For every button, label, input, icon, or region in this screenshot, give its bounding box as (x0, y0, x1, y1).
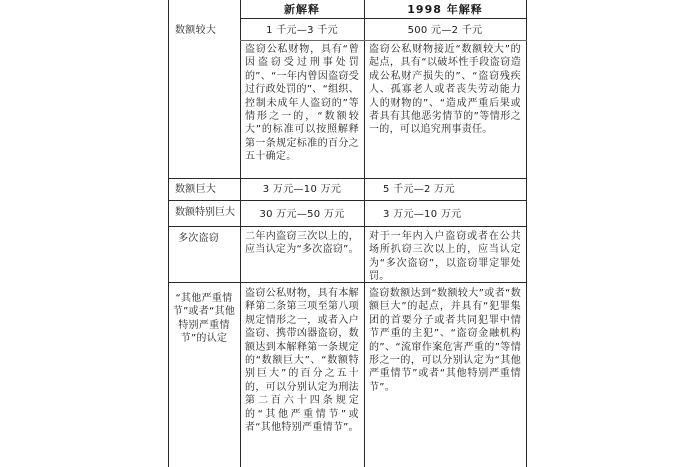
row-border-3 (168, 226, 527, 227)
new-note-large-amount: 盗窃公私财物，具有“曾因盗窃受过刑事处罚的”、“一年内曾因盗窃受过行政处罚的”、“组织、控制未成年人盗窃的”等情形之一的，“数额较大”的标准可以按照解释第一条规定标准的百分之五十确定。 (245, 44, 359, 163)
old-note-multiple-theft: 对于一年内入户盗窃或者在公共场所扒窃三次以上的，应当认定为“多次盗窃”，以盗窃罪定罪处罚。 (369, 231, 521, 283)
row-label-serious-circumstances: “其他严重情节”或者“其他特别严重情节”的认定 (172, 293, 236, 345)
row-label-multiple-theft: 多次盗窃 (178, 233, 220, 244)
col-border-center (364, 0, 365, 467)
new-note-serious-circumstances: 盗窃公私财物，具有本解释第二条第三项至第八项规定情形之一，或者入户盗窃、携带凶器盗窃，数额达到本解释第一条规定的“数额巨大”、“数额特别巨大”的百分之五十的，可以分别认定为刑法第二百六十四条规定的“其他严重情节”或者“其他特别严重情节”。 (245, 288, 359, 434)
row-border-2 (168, 200, 527, 201)
row-divider-range (240, 40, 527, 41)
new-range-huge-amount: 3 万元—10 万元 (262, 184, 342, 195)
new-range-large-amount: 1 千元—3 千元 (266, 25, 338, 36)
col-border-left (168, 0, 169, 467)
header-1998: 1998 年解释 (407, 3, 483, 16)
row-border-header (240, 18, 527, 19)
old-range-huge-amount: 5 千元—2 万元 (383, 184, 455, 195)
header-new: 新解释 (284, 3, 320, 16)
new-note-multiple-theft: 二年内盗窃三次以上的，应当认定为“多次盗窃”。 (245, 231, 359, 256)
row-border-1 (168, 178, 527, 179)
new-range-especially-huge: 30 万元—50 万元 (259, 209, 345, 220)
col-border-right (526, 0, 527, 467)
old-note-large-amount: 盗窃公私财物接近“数额较大”的起点，具有“以破坏性手段盗窃造成公私财产损失的”、“盗窃残疾人、孤寡老人或者丧失劳动能力人的财物的”、“造成严重后果或者具有其他恶劣情节的”等情形之一的，可以追究刑事责任。 (369, 44, 521, 136)
old-range-large-amount: 500 元—2 千元 (407, 25, 483, 36)
col-border-mid (240, 0, 241, 467)
row-label-especially-huge: 数额特别巨大 (175, 207, 235, 218)
row-label-large-amount: 数额较大 (175, 25, 217, 36)
old-note-serious-circumstances: 盗窃数额达到“数额较大”或者“数额巨大”的起点，并具有“犯罪集团的首要分子或者共同犯罪中情节严重的主犯”、“盗窃金融机构的”、“流窜作案危害严重的”等情形之一的，可以分别认定为“其他严重情节”或者“其他特别严重情节”。 (369, 288, 521, 393)
row-label-huge-amount: 数额巨大 (175, 184, 217, 195)
old-range-especially-huge: 3 万元—10 万元 (383, 209, 462, 220)
